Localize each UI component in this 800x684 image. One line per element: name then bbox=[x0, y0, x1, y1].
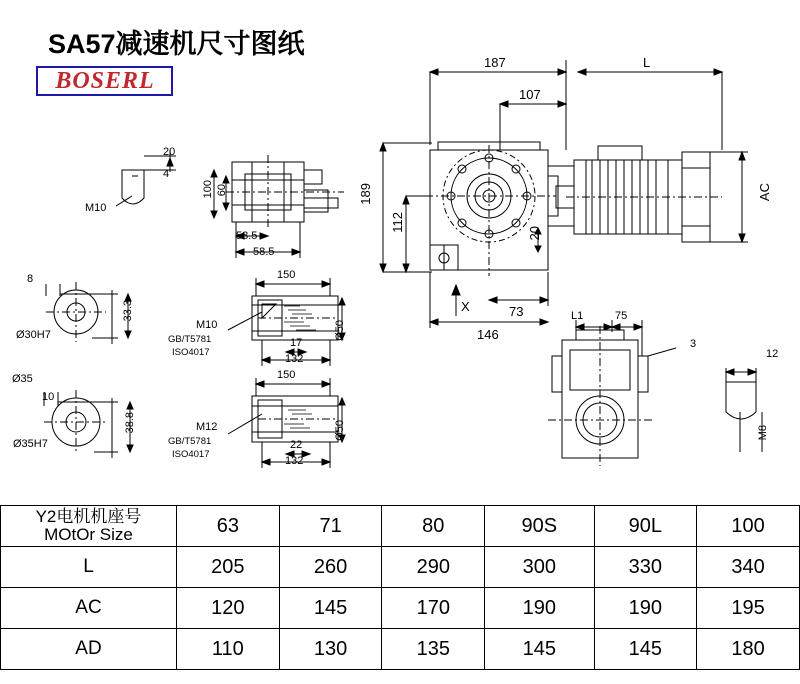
cell: 130 bbox=[279, 629, 382, 670]
dim-187: 187 bbox=[484, 55, 506, 70]
row-header-AD: AD bbox=[1, 629, 177, 670]
dim-189: 189 bbox=[358, 183, 373, 205]
dim-shaft-30: Ø30H7 bbox=[16, 329, 51, 341]
cell: 145 bbox=[594, 629, 697, 670]
dim-150-bot: 150 bbox=[277, 369, 296, 381]
cell: 260 bbox=[279, 547, 382, 588]
cell: 340 bbox=[697, 547, 800, 588]
dim-gb-top: GB/T5781 bbox=[168, 334, 212, 345]
logo-text: BOSERL bbox=[55, 68, 155, 94]
cell: 145 bbox=[485, 629, 594, 670]
cell: 90S bbox=[485, 506, 594, 547]
dim-d50-top: Ø50 bbox=[334, 320, 346, 341]
cell: 190 bbox=[594, 588, 697, 629]
dim-M8: M8 bbox=[757, 425, 769, 441]
table-row bbox=[1, 629, 800, 670]
dim-58-5-a: 58.5 bbox=[236, 230, 258, 242]
row-header-L: L bbox=[1, 547, 177, 588]
dim-112: 112 bbox=[390, 212, 405, 233]
dim-AC: AC bbox=[757, 183, 772, 202]
dim-12: 12 bbox=[766, 348, 779, 360]
dim-22: 22 bbox=[290, 439, 303, 451]
dim-35: Ø35 bbox=[12, 373, 33, 385]
spec-table bbox=[0, 505, 800, 670]
dim-d50-bot: Ø50 bbox=[334, 420, 346, 441]
dim-107: 107 bbox=[519, 87, 541, 102]
dim-20: 20 bbox=[163, 146, 176, 158]
dim-8: 8 bbox=[27, 273, 34, 285]
cell: 290 bbox=[382, 547, 485, 588]
dim-4: 4 bbox=[163, 168, 170, 180]
cell: 300 bbox=[485, 547, 594, 588]
dim-iso-bot: ISO4017 bbox=[172, 449, 210, 460]
table-row bbox=[1, 547, 800, 588]
dim-20-right: 20 bbox=[527, 226, 542, 241]
page-title: SA57减速机尺寸图纸 bbox=[48, 29, 305, 59]
dim-L1: L1 bbox=[571, 310, 584, 322]
cell: 330 bbox=[594, 547, 697, 588]
cell: 63 bbox=[177, 506, 280, 547]
cell: 120 bbox=[177, 588, 280, 629]
dim-60: 60 bbox=[216, 184, 228, 197]
dim-L: L bbox=[643, 55, 651, 70]
dim-M10: M10 bbox=[196, 319, 218, 331]
dim-iso-top: ISO4017 bbox=[172, 347, 210, 358]
dim-58-5-b: 58.5 bbox=[253, 246, 275, 258]
cell: 90L bbox=[594, 506, 697, 547]
dim-132-top: 132 bbox=[285, 353, 304, 365]
dim-X: X bbox=[461, 299, 470, 314]
cell: 190 bbox=[485, 588, 594, 629]
cell: 80 bbox=[382, 506, 485, 547]
row-header-motor-size bbox=[1, 506, 177, 547]
row-header-line2: MOtOr Size bbox=[44, 525, 133, 544]
cell: 110 bbox=[177, 629, 280, 670]
table-row bbox=[1, 506, 800, 547]
dim-gb-bot: GB/T5781 bbox=[168, 436, 212, 447]
cell: 205 bbox=[177, 547, 280, 588]
cell: 145 bbox=[279, 588, 382, 629]
dim-73: 73 bbox=[509, 304, 524, 319]
dim-M12: M12 bbox=[196, 421, 218, 433]
dim-38-8: 38.8 bbox=[124, 412, 136, 434]
cell: 135 bbox=[382, 629, 485, 670]
dim-10: 10 bbox=[42, 391, 55, 403]
dim-3: 3 bbox=[690, 338, 697, 350]
dim-75: 75 bbox=[615, 310, 628, 322]
dim-150-top: 150 bbox=[277, 269, 296, 281]
cell: 170 bbox=[382, 588, 485, 629]
cell: 195 bbox=[697, 588, 800, 629]
cell: 100 bbox=[697, 506, 800, 547]
dim-33-3: 33.3 bbox=[122, 300, 134, 322]
row-header-AC: AC bbox=[1, 588, 177, 629]
cell: 180 bbox=[697, 629, 800, 670]
table-row bbox=[1, 588, 800, 629]
dim-17: 17 bbox=[290, 337, 303, 349]
row-header-line1: Y2电机机座号 bbox=[35, 507, 142, 527]
dim-132-bot: 132 bbox=[285, 455, 304, 467]
dim-100: 100 bbox=[202, 180, 214, 199]
dim-shaft-35: Ø35H7 bbox=[13, 438, 48, 450]
dim-146: 146 bbox=[477, 327, 499, 342]
dim-M10-top: M10 bbox=[85, 202, 107, 214]
cell: 71 bbox=[279, 506, 382, 547]
